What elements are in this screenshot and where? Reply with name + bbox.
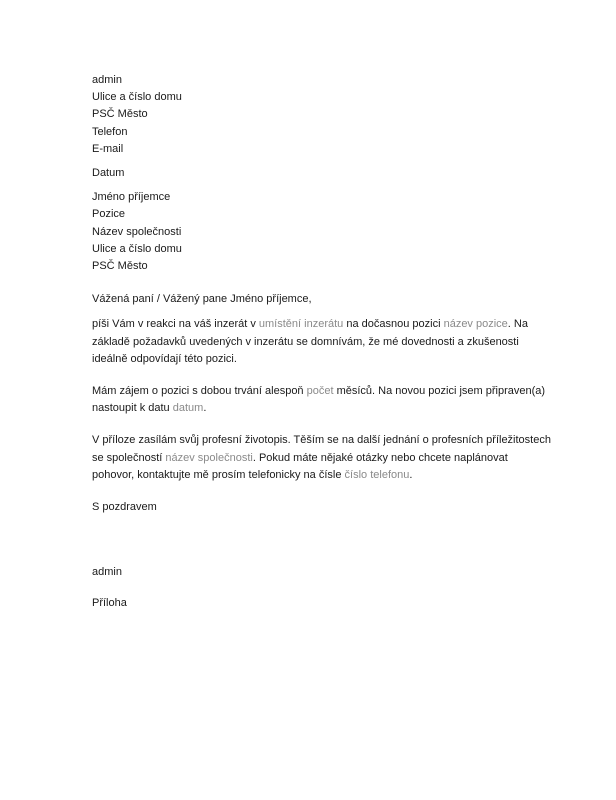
paragraph-text: pohovor, kontaktujte mě prosím telefonicky na čísle: [92, 468, 345, 481]
paragraph-3-line-3: [92, 467, 532, 484]
paragraph-text: píši Vám v reakci na váš inzerát v: [92, 318, 259, 331]
placeholder-ad-location: umístění inzerátu: [258, 318, 344, 331]
sender-city: PSČ Město: [92, 108, 148, 121]
closing-text: S pozdravem: [92, 501, 157, 514]
sender-email: E-mail: [92, 142, 124, 155]
letter-date: Datum: [92, 167, 125, 180]
signature-name: admin: [92, 566, 122, 579]
paragraph-text: nastoupit k datu: [92, 402, 173, 415]
sender-phone: Telefon: [92, 125, 128, 138]
salutation-text: Vážená paní / Vážený pane Jméno příjemce,: [92, 293, 312, 306]
paragraph-text: na dočasnou pozici: [343, 318, 444, 331]
paragraph-text: . Na: [507, 318, 528, 331]
paragraph-3: [92, 432, 551, 484]
recipient-name: Jméno příjemce: [92, 191, 171, 204]
recipient-street: Ulice a číslo domu: [92, 242, 182, 255]
paragraph-1: [92, 316, 532, 368]
sender-name: admin: [92, 74, 122, 86]
paragraph-1-line-3: ideálně odpovídají této pozici.: [92, 352, 237, 365]
signature: [92, 564, 532, 581]
sender-street: Ulice a číslo domu: [92, 91, 182, 104]
recipient-company: Název společnosti: [92, 225, 182, 238]
recipient-block: [92, 189, 532, 275]
placeholder-phone-number: číslo telefonu: [344, 468, 410, 481]
paragraph-2: [92, 383, 546, 417]
paragraph-text: .: [203, 402, 207, 415]
date-block: [92, 165, 532, 182]
placeholder-company-name: název společnosti: [165, 451, 253, 464]
paragraph-text: . Pokud máte nějaké otázky nebo chcete naplánovat: [252, 451, 508, 464]
paragraph-text: měsíců. Na novou pozici jsem připraven(a): [333, 385, 546, 398]
paragraph-1-line-1: [92, 316, 532, 333]
placeholder-start-date: datum: [172, 402, 204, 415]
paragraph-1-line-2: základě požadavků uvedených v inzerátu se domnívám, že mé dovednosti a zkušenosti: [92, 335, 519, 348]
salutation: [92, 291, 532, 308]
paragraph-text: se společností: [92, 451, 166, 464]
paragraph-text: .: [409, 468, 413, 481]
closing: [92, 499, 532, 516]
letter-body: [92, 72, 551, 613]
paragraph-2-line-1: [92, 383, 546, 400]
placeholder-month-count: počet: [306, 385, 334, 398]
enclosure-text: Příloha: [92, 597, 127, 610]
recipient-city: PSČ Město: [92, 260, 148, 273]
paragraph-text: Mám zájem o pozici s dobou trvání alespoň: [92, 385, 307, 398]
paragraph-3-line-1: V příloze zasílám svůj profesní životopis. Těším se na další jednání o profesních příležitostech: [92, 434, 551, 447]
sender-block: [92, 72, 532, 158]
enclosure: [92, 595, 532, 612]
recipient-position: Pozice: [92, 208, 126, 221]
paragraph-2-line-2: [92, 400, 532, 417]
paragraph-3-line-2: [92, 450, 532, 467]
placeholder-position-name: název pozice: [443, 318, 508, 331]
